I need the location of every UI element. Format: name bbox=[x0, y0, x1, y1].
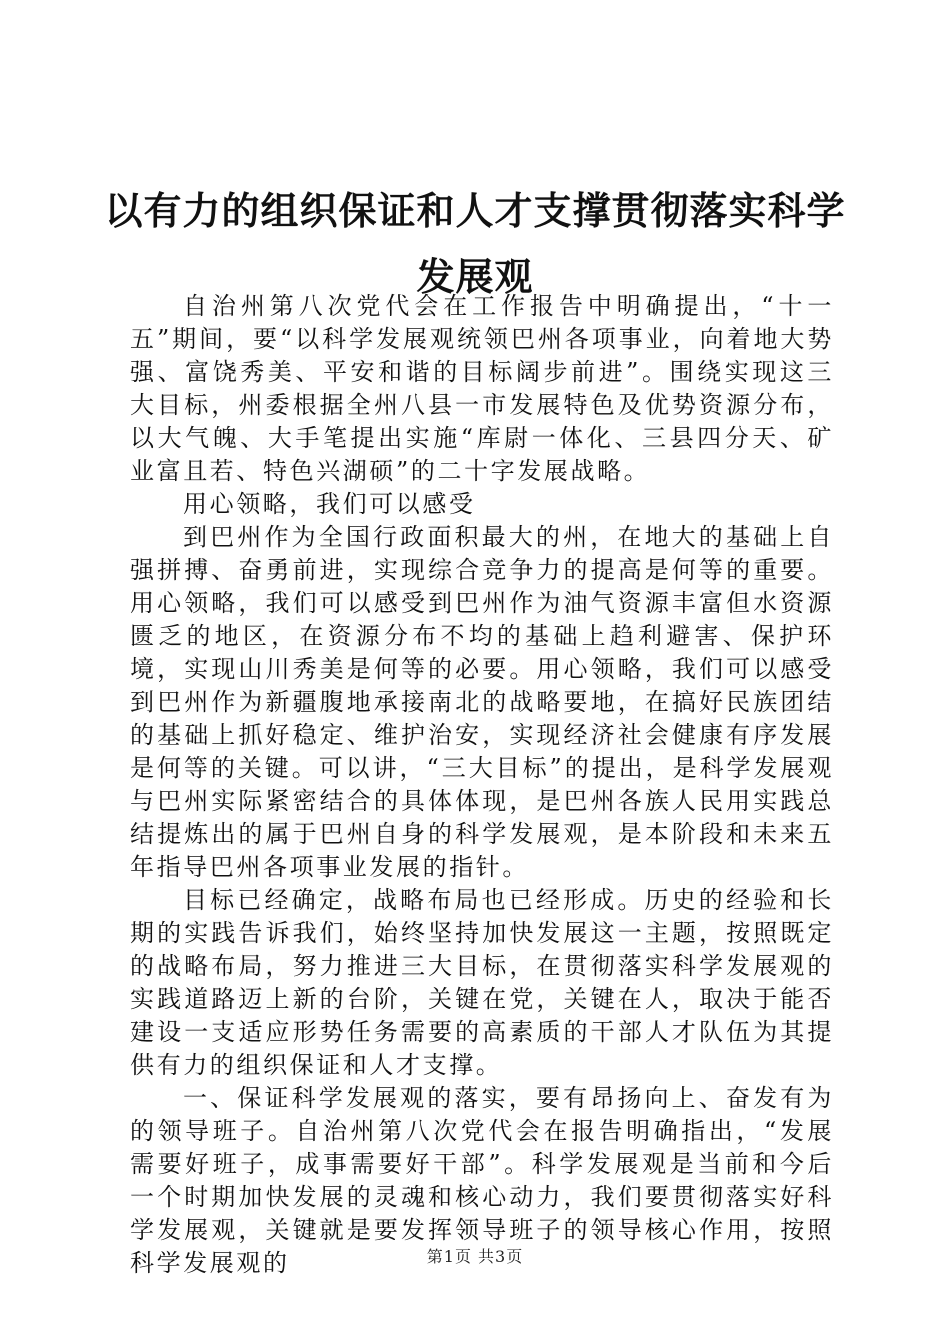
paragraph: 用心领略，我们可以感受 bbox=[183, 490, 476, 518]
page-footer: 第1页 共3页 bbox=[426, 1247, 524, 1266]
document-title: 以有力的组织保证和人才支撑贯彻落实科学发展观 bbox=[104, 188, 846, 299]
document-body bbox=[130, 290, 834, 1280]
paragraph: 到巴州作为全国行政面积最大的州，在地大的基础上自强拼搏、奋勇前进，实现综合竞争力的提高是何等的重要。用心领略，我们可以感受到巴州作为油气资源丰富但水资源匮乏的地区，在资源分布不均的基础上趋利避害、保护环境，实现山川秀美是何等的必要。用心领略，我们可以感受到巴州作为新疆腹地承接南北的战略要地，在搞好民族团结的基础上抓好稳定、维护治安，实现经济社会健康有序发展是何等的关键。可以讲，“三大目标”的提出，是科学发展观与巴州实际紧密结合的具体体现，是巴州各族人民用实践总结提炼出的属于巴州自身的科学发展观，是本阶段和未来五年指导巴州各项事业发展的指针。 bbox=[130, 523, 834, 881]
paragraph: 一、保证科学发展观的落实，要有昂扬向上、奋发有为的领导班子。自治州第八次党代会在报告明确指出，“发展需要好班子，成事需要好干部”。科学发展观是当前和今后一个时期加快发展的灵魂和核心动力，我们要贯彻落实好科学发展观，关键就是要发挥领导班子的领导核心作用，按照科学发展观的 bbox=[130, 1084, 834, 1277]
paragraph: 自治州第八次党代会在工作报告中明确提出，“十一五”期间，要“以科学发展观统领巴州各项事业，向着地大势强、富饶秀美、平安和谐的目标阔步前进”。围绕实现这三大目标，州委根据全州八县一市发展特色及优势资源分布，以大气魄、大手笔提出实施“库尉一体化、三县四分天、矿业富且若、特色兴湖硕”的二十字发展战略。 bbox=[130, 292, 834, 485]
paragraph: 目标已经确定，战略布局也已经形成。历史的经验和长期的实践告诉我们，始终坚持加快发展这一主题，按照既定的战略布局，努力推进三大目标，在贯彻落实科学发展观的实践道路迈上新的台阶，关键在党，关键在人，取决于能否建设一支适应形势任务需要的高素质的干部人才队伍为其提供有力的组织保证和人才支撑。 bbox=[130, 886, 834, 1079]
